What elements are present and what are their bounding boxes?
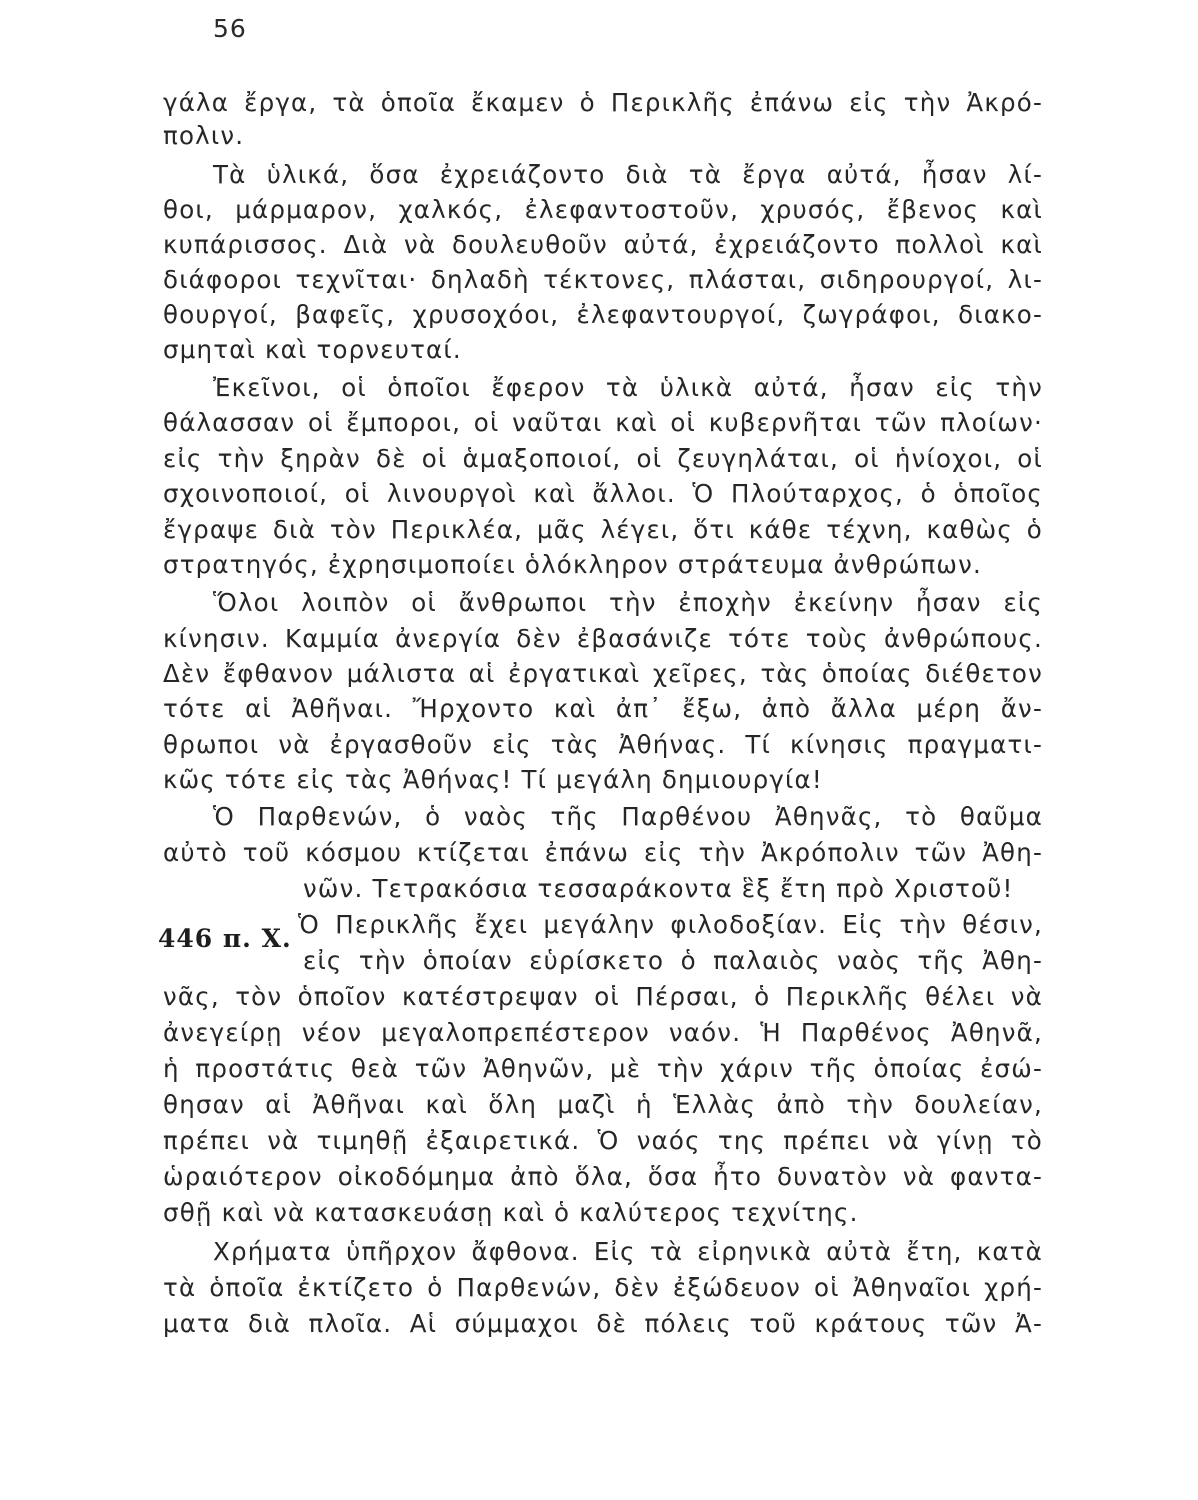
text-line: στρατηγός, ἐχρησιμοποίει ὁλόκληρον στράτευμα ἀνθρώπων. (163, 550, 982, 579)
text-line: θάλασσαν οἱ ἔμποροι, οἱ ναῦται καὶ οἱ κυβερνῆται τῶν πλοίων· (163, 408, 1043, 437)
text-line: ἔγραψε διὰ τὸν Περικλέα, μᾶς λέγει, ὅτι κάθε τέχνη, καθὼς ὁ (163, 515, 1043, 544)
text-line: Χρήματα ὑπῆρχον ἄφθονα. Εἰς τὰ εἰρηνικὰ αὐτὰ ἔτη, κατὰ (213, 1237, 1043, 1266)
text-line: Ὁ Περικλῆς ἔχει μεγάλην φιλοδοξίαν. Εἰς τὴν θέσιν, (298, 910, 1043, 939)
text-line: κίνησιν. Καμμία ἀνεργία δὲν ἐβασάνιζε τότε τοὺς ἀνθρώπους. (163, 624, 1043, 653)
text-line: πρέπει νὰ τιμηθῇ ἐξαιρετικά. Ὁ ναός της πρέπει νὰ γίνῃ τὸ (163, 1126, 1043, 1155)
text-line: θουργοί, βαφεῖς, χρυσοχόοι, ἐλεφαντουργοί, ζωγράφοι, διακο- (163, 300, 1043, 329)
page-number: 56 (213, 14, 247, 43)
text-line: Ἐκεῖνοι, οἱ ὁποῖοι ἔφερον τὰ ὑλικὰ αὐτά, ἦσαν εἰς τὴν (213, 373, 1043, 402)
text-line: σμηταὶ καὶ τορνευταί. (163, 335, 462, 364)
text-line: κῶς τότε εἰς τὰς Ἀθήνας! Τί μεγάλη δημιουργία! (163, 765, 823, 794)
text-line: εἰς τὴν ὁποίαν εὑρίσκετο ὁ παλαιὸς ναὸς τῆς Ἀθη- (303, 946, 1043, 975)
text-line: ὡραιότερον οἰκοδόμημα ἀπὸ ὅλα, ὅσα ἦτο δυνατὸν νὰ φαντα- (163, 1162, 1043, 1191)
text-line: ἡ προστάτις θεὰ τῶν Ἀθηνῶν, μὲ τὴν χάριν τῆς ὁποίας ἐσώ- (163, 1054, 1043, 1083)
text-line: θησαν αἱ Ἀθῆναι καὶ ὅλη μαζὶ ἡ Ἑλλὰς ἀπὸ τὴν δουλείαν, (163, 1090, 1043, 1119)
text-line: κυπάρισσος. Διὰ νὰ δουλευθοῦν αὐτά, ἐχρειάζοντο πολλοὶ καὶ (163, 230, 1043, 259)
text-line: πολιν. (163, 121, 245, 150)
text-line: ἀνεγείρῃ νέον μεγαλοπρεπέστερον ναόν. Ἡ Παρθένος Ἀθηνᾶ, (163, 1018, 1043, 1047)
text-line: τὰ ὁποῖα ἐκτίζετο ὁ Παρθενών, δὲν ἐξώδευον οἱ Ἀθηναῖοι χρή- (163, 1273, 1043, 1302)
text-line: θρωποι νὰ ἐργασθοῦν εἰς τὰς Ἀθήνας. Τί κίνησις πραγματι- (163, 730, 1043, 759)
text-line: Ὅλοι λοιπὸν οἱ ἄνθρωποι τὴν ἐποχὴν ἐκείνην ἦσαν εἰς (213, 588, 1043, 617)
text-line: Τὰ ὑλικά, ὅσα ἐχρειάζοντο διὰ τὰ ἔργα αὐτά, ἦσαν λί- (213, 160, 1043, 189)
text-line: νᾶς, τὸν ὁποῖον κατέστρεψαν οἱ Πέρσαι, ὁ Περικλῆς θέλει νὰ (163, 982, 1043, 1011)
text-line: διάφοροι τεχνῖται· δηλαδὴ τέκτονες, πλάσται, σιδηρουργοί, λι- (163, 265, 1043, 294)
text-line: σθῇ καὶ νὰ κατασκευάσῃ καὶ ὁ καλύτερος τεχνίτης. (163, 1198, 859, 1227)
text-line: εἰς τὴν ξηρὰν δὲ οἱ ἁμαξοποιοί, οἱ ζευγηλάται, οἱ ἡνίοχοι, οἱ (163, 444, 1043, 473)
text-line: ματα διὰ πλοῖα. Αἱ σύμμαχοι δὲ πόλεις τοῦ κράτους τῶν Ἀ- (163, 1309, 1043, 1338)
text-line: γάλα ἔργα, τὰ ὁποῖα ἔκαμεν ὁ Περικλῆς ἐπάνω εἰς τὴν Ἀκρό- (163, 88, 1043, 117)
text-line: Ὁ Παρθενών, ὁ ναὸς τῆς Παρθένου Ἀθηνᾶς, τὸ θαῦμα (213, 802, 1043, 831)
text-line: νῶν. Τετρακόσια τεσσαράκοντα ἓξ ἔτη πρὸ Χριστοῦ! (303, 874, 1014, 903)
text-line: τότε αἱ Ἀθῆναι. Ἤρχοντο καὶ ἀπ᾽ ἔξω, ἀπὸ ἄλλα μέρη ἄν- (163, 694, 1043, 723)
text-line: θοι, μάρμαρον, χαλκός, ἐλεφαντοστοῦν, χρυσός, ἔβενος καὶ (163, 195, 1043, 224)
text-line: αὐτὸ τοῦ κόσμου κτίζεται ἐπάνω εἰς τὴν Ἀκρόπολιν τῶν Ἀθη- (163, 838, 1043, 867)
text-line: Δὲν ἔφθανον μάλιστα αἱ ἐργατικαὶ χεῖρες, τὰς ὁποίας διέθετον (163, 659, 1043, 688)
text-line: σχοινοποιοί, οἱ λινουργοὶ καὶ ἄλλοι. Ὁ Πλούταρχος, ὁ ὁποῖος (163, 479, 1043, 508)
margin-date-note: 446 π. Χ. (158, 924, 292, 953)
